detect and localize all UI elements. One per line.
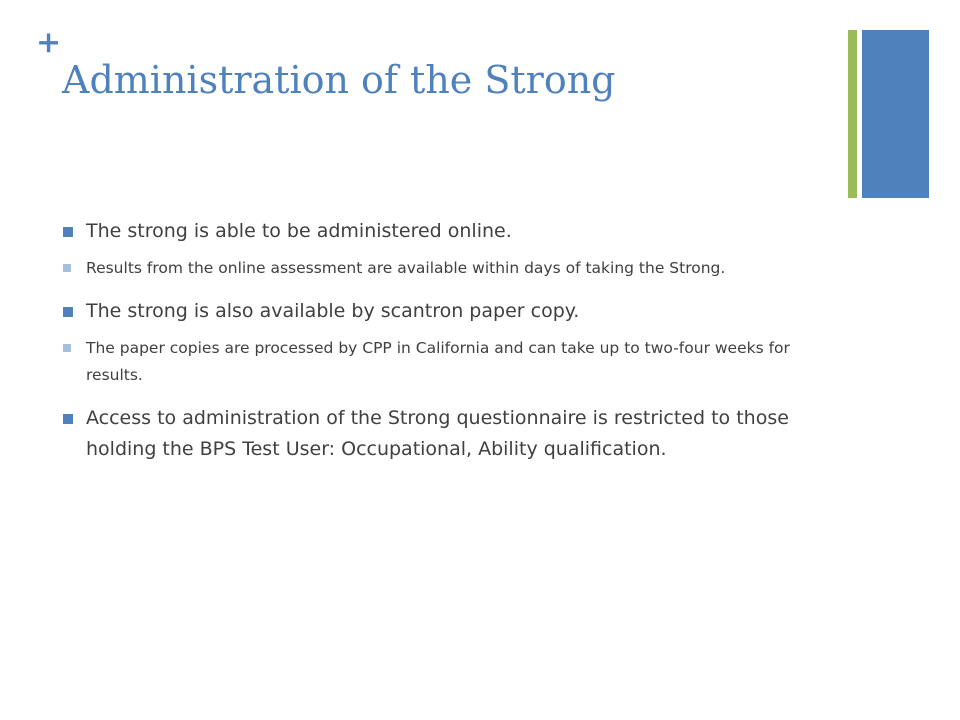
bullet-item: [62, 216, 822, 247]
sub-bullet-text: The paper copies are processed by CPP in California and can take up to two-four weeks for results.: [86, 339, 790, 384]
square-bullet-icon: [63, 264, 71, 272]
sub-bullet-list: [62, 335, 822, 389]
green-accent-bar: [848, 30, 857, 198]
slide-title: Administration of the Strong: [62, 58, 616, 102]
square-bullet-icon: [63, 227, 73, 237]
bullet-item: [62, 403, 822, 465]
plus-icon: +: [36, 25, 62, 60]
square-bullet-icon: [63, 307, 73, 317]
sub-bullet-list-wrap: [62, 335, 822, 389]
blue-accent-bar: [862, 30, 929, 198]
sub-bullet-list: [62, 255, 822, 282]
square-bullet-icon: [63, 414, 73, 424]
bullet-text: The strong is able to be administered online.: [86, 220, 512, 242]
sub-bullet-item: [62, 335, 822, 389]
sub-bullet-item: [62, 255, 822, 282]
bullet-item: [62, 296, 822, 327]
square-bullet-icon: [63, 344, 71, 352]
bullet-text: The strong is also available by scantron paper copy.: [86, 300, 580, 322]
slide-content: [62, 216, 822, 473]
bullet-list: [62, 216, 822, 465]
sub-bullet-list-wrap: [62, 255, 822, 282]
bullet-text: Access to administration of the Strong questionnaire is restricted to those holding the BPS Test User: Occupational, Ability qualification.: [86, 407, 789, 460]
sub-bullet-text: Results from the online assessment are available within days of taking the Strong.: [86, 259, 726, 277]
